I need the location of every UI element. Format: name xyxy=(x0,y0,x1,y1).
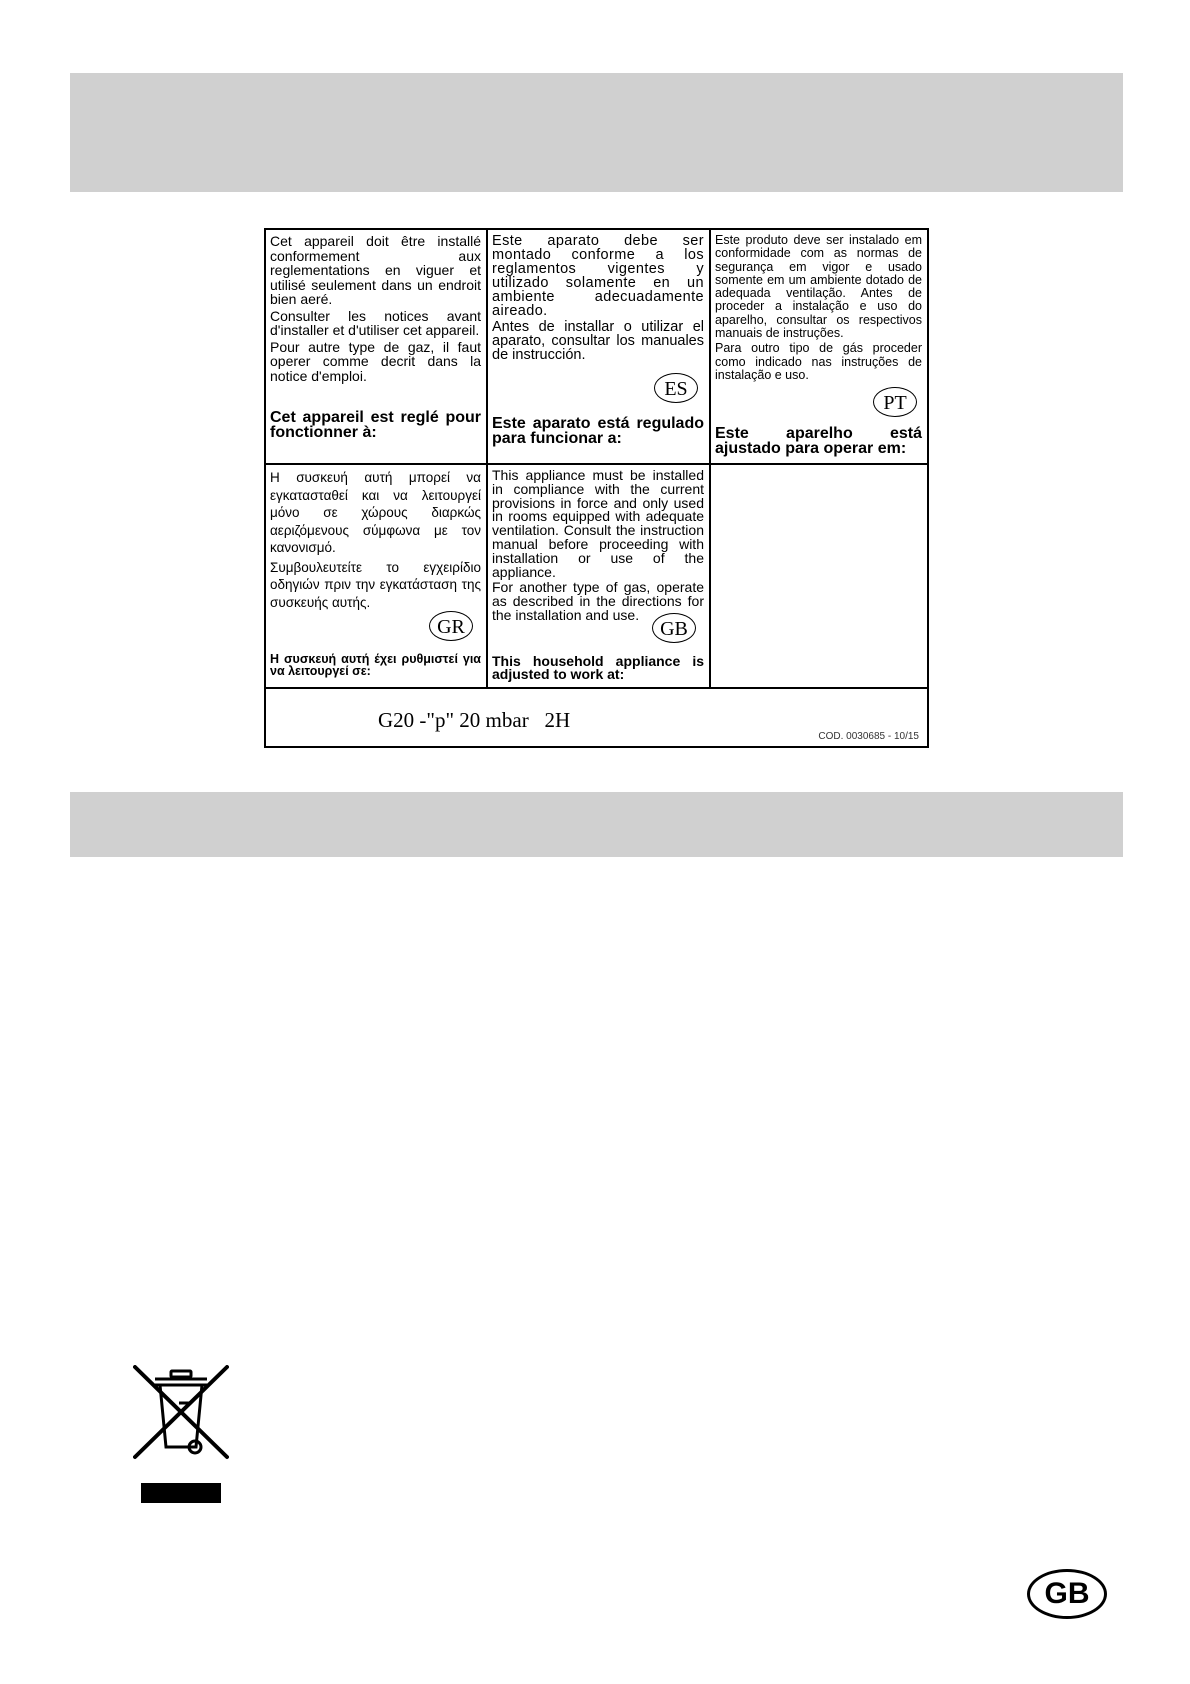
crossed-out-wheelie-bin-icon xyxy=(133,1365,229,1508)
label-code: COD. 0030685 - 10/15 xyxy=(818,731,919,742)
cell-gr xyxy=(266,465,486,687)
cell-es xyxy=(488,230,709,463)
fr-text-2: Consulter les notices avant d'installer et d'utiliser cet appareil. xyxy=(270,307,481,338)
es-setting-heading: Este aparato está regulado para funcionar a: xyxy=(492,415,704,447)
es-text-1: Este aparato debe ser montado conforme a los reglamentos vigentes y utilizado solamente en un ambiente adecuadamente aireado. xyxy=(492,233,704,319)
fr-text-3: Pour autre type de gaz, il faut operer comme decrit dans la notice d'emploi. xyxy=(270,338,481,384)
country-mark-gb: GB xyxy=(1027,1569,1107,1619)
cell-empty xyxy=(711,465,927,687)
divider xyxy=(266,687,927,689)
country-badge-gr: GR xyxy=(429,611,473,641)
pt-text-1: Este produto deve ser instalado em conformidade com as normas de segurança em vigor e usado somente em um ambiente dotado de adequada ventilação. Antes de proceder a instalação e uso do aparelho, consultar os respectivos manuais de instruções. xyxy=(715,233,922,341)
es-text-2: Antes de installar o utilizar el aparato, consultar los manuales de instrucción. xyxy=(492,319,704,363)
gas-rating-label xyxy=(264,228,929,748)
gb-setting-heading: This household appliance is adjusted to work at: xyxy=(492,653,704,682)
cell-gb xyxy=(488,465,709,687)
gr-setting-heading: Η συσκευή αυτή έχει ρυθμιστεί για να λειτουργεί σε: xyxy=(270,652,481,678)
cell-pt xyxy=(711,230,927,463)
gb-text-1: This appliance must be installed in compliance with the current provisions in force and only used in rooms equipped with adequate ventilation. Consult the instruction manual before proceeding with installation or use of the appliance. xyxy=(492,467,704,580)
country-badge-es: ES xyxy=(654,373,698,403)
gas-setting-value: G20 -"p" 20 mbar 2H xyxy=(378,708,571,732)
fr-setting-heading: Cet appareil est reglé pour fonctionner à: xyxy=(270,409,481,441)
pt-setting-heading: Este aparelho está ajustado para operar em: xyxy=(715,425,922,457)
middle-gray-band xyxy=(70,792,1123,857)
gb-text-2: For another type of gas, operate as described in the directions for the installation and use. xyxy=(492,579,704,623)
fr-text-1: Cet appareil doit être installé conformement aux reglementations en viguer et utilisé seulement dans un endroit bien aeré. xyxy=(270,233,481,307)
country-badge-gb: GB xyxy=(652,613,696,643)
gr-text-1: Η συσκευή αυτή μπορεί να εγκατασταθεί και να λειτουργεί μόνο σε χώρους διαρκώς αεριζόμενους σύμφωνα με τον κανονισμό. xyxy=(270,470,481,555)
top-gray-band xyxy=(70,73,1123,192)
gr-text-2: Συμβουλευτείτε το εγχειρίδιο οδηγιών πριν την εγκατάσταση της συσκευής αυτής. xyxy=(270,559,481,610)
pt-text-2: Para outro tipo de gás proceder como indicado nas instruções de instalação e uso. xyxy=(715,341,922,382)
cell-fr xyxy=(266,230,486,463)
country-badge-pt: PT xyxy=(873,387,917,417)
